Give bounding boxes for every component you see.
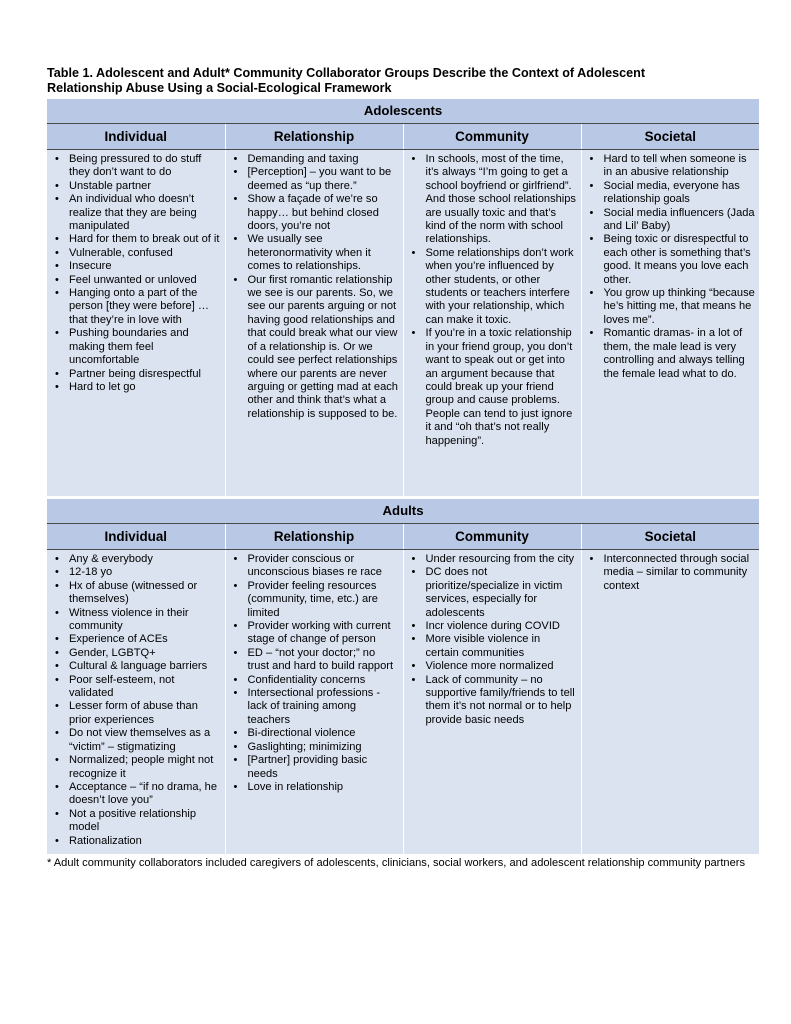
adolescents-societal-list bbox=[582, 153, 760, 381]
list-item: • Hard to tell when someone is in an abusive relationship bbox=[582, 153, 760, 180]
list-item: • Being toxic or disrespectful to each other is something that’s good. It means you love each other. bbox=[582, 233, 760, 287]
list-item: • Gender, LGBTQ+ bbox=[47, 647, 225, 660]
list-item: • Partner being disrespectful bbox=[47, 368, 225, 381]
adolescents-individual-list bbox=[47, 153, 225, 394]
adolescents-relationship-list bbox=[226, 153, 403, 421]
list-item: • DC does not prioritize/specialize in victim services, especially for adolescents bbox=[404, 566, 581, 620]
table-title bbox=[47, 66, 767, 96]
adolescents-community-list bbox=[404, 153, 581, 448]
adults-relationship-cell bbox=[225, 550, 403, 854]
table-title-line-2: Relationship Abuse Using a Social-Ecological Framework bbox=[47, 81, 392, 95]
adolescents-societal-cell bbox=[581, 150, 759, 496]
list-item: • In schools, most of the time, it’s always “I’m going to get a school boyfriend or girlfriend”. And those school relationships are usually toxic and that’s kind of the norm with school relationships. bbox=[404, 153, 581, 247]
list-item: • Intersectional professions - lack of training among teachers bbox=[226, 687, 403, 727]
adolescents-header-individual: Individual bbox=[47, 124, 225, 150]
list-item: • 12-18 yo bbox=[47, 566, 225, 579]
list-item: • Not a positive relationship model bbox=[47, 808, 225, 835]
list-item: • Confidentiality concerns bbox=[226, 674, 403, 687]
list-item: • Any & everybody bbox=[47, 553, 225, 566]
list-item: • Incr violence during COVID bbox=[404, 620, 581, 633]
list-item: • Violence more normalized bbox=[404, 660, 581, 673]
adults-community-list bbox=[404, 553, 581, 727]
adults-individual-cell bbox=[47, 550, 225, 854]
list-item: • Insecure bbox=[47, 260, 225, 273]
list-item: • ED – “not your doctor;” no trust and hard to build rapport bbox=[226, 647, 403, 674]
adults-header-societal: Societal bbox=[581, 524, 759, 550]
list-item: • Rationalization bbox=[47, 835, 225, 848]
list-item: • Provider conscious or unconscious biases re race bbox=[226, 553, 403, 580]
adults-societal-list bbox=[582, 553, 760, 593]
list-item: • Being pressured to do stuff they don’t want to do bbox=[47, 153, 225, 180]
list-item: • Pushing boundaries and making them feel uncomfortable bbox=[47, 327, 225, 367]
adults-community-cell bbox=[403, 550, 581, 854]
list-item: • Hanging onto a part of the person [they were before] … that they’re in love with bbox=[47, 287, 225, 327]
list-item: • Hard for them to break out of it bbox=[47, 233, 225, 246]
list-item: • Do not view themselves as a “victim” – stigmatizing bbox=[47, 727, 225, 754]
list-item: • Normalized; people might not recognize it bbox=[47, 754, 225, 781]
list-item: • Some relationships don’t work when you’re influenced by other students, or other students or teachers interfere with your relationship, which can make it toxic. bbox=[404, 247, 581, 327]
adults-header-individual: Individual bbox=[47, 524, 225, 550]
list-item: • Romantic dramas- in a lot of them, the male lead is very controlling and always telling the female lead what to do. bbox=[582, 327, 760, 381]
list-item: • Gaslighting; minimizing bbox=[226, 741, 403, 754]
adults-table bbox=[47, 499, 759, 854]
adults-header-community: Community bbox=[403, 524, 581, 550]
list-item: • You grow up thinking “because he’s hitting me, that means he loves me”. bbox=[582, 287, 760, 327]
list-item: • [Perception] – you want to be deemed as “up there.” bbox=[226, 166, 403, 193]
list-item: • Demanding and taxing bbox=[226, 153, 403, 166]
list-item: • Love in relationship bbox=[226, 781, 403, 794]
adults-header-relationship: Relationship bbox=[225, 524, 403, 550]
list-item: • Provider feeling resources (community, time, etc.) are limited bbox=[226, 580, 403, 620]
list-item: • Social media, everyone has relationship goals bbox=[582, 180, 760, 207]
list-item: • Lesser form of abuse than prior experiences bbox=[47, 700, 225, 727]
adults-section-header: Adults bbox=[47, 499, 759, 524]
list-item: • Our first romantic relationship we see is our parents. So, we see our parents arguing or not having good relationships and that could break what our view of a relationship is. Or we could see perfect relationships where our parents are never arguing or getting mad at each other and think that’s what a relationship is supposed to be. bbox=[226, 274, 403, 421]
list-item: • [Partner] providing basic needs bbox=[226, 754, 403, 781]
list-item: • Lack of community – no supportive family/friends to tell them it’s not normal or to help provide basic needs bbox=[404, 674, 581, 728]
list-item: • Bi-directional violence bbox=[226, 727, 403, 740]
list-item: • Under resourcing from the city bbox=[404, 553, 581, 566]
list-item: • Provider working with current stage of change of person bbox=[226, 620, 403, 647]
list-item: • Feel unwanted or unloved bbox=[47, 274, 225, 287]
list-item: • Witness violence in their community bbox=[47, 607, 225, 634]
list-item: • Social media influencers (Jada and Lil’ Baby) bbox=[582, 207, 760, 234]
adolescents-header-community: Community bbox=[403, 124, 581, 150]
adolescents-individual-cell bbox=[47, 150, 225, 496]
list-item: • An individual who doesn’t realize that they are being manipulated bbox=[47, 193, 225, 233]
list-item: • Show a façade of we’re so happy… but behind closed doors, you’re not bbox=[226, 193, 403, 233]
adolescents-header-societal: Societal bbox=[581, 124, 759, 150]
list-item: • Poor self-esteem, not validated bbox=[47, 674, 225, 701]
list-item: • Hx of abuse (witnessed or themselves) bbox=[47, 580, 225, 607]
list-item: • If you’re in a toxic relationship in your friend group, you don’t want to speak out or get into an argument because that could break up your friend group and cause problems. People can tend to just ignore it and “oh that’s not really happening”. bbox=[404, 327, 581, 448]
list-item: • Experience of ACEs bbox=[47, 633, 225, 646]
adolescents-header-relationship: Relationship bbox=[225, 124, 403, 150]
adults-relationship-list bbox=[226, 553, 403, 794]
list-item: • Acceptance – “if no drama, he doesn’t love you” bbox=[47, 781, 225, 808]
list-item: • Cultural & language barriers bbox=[47, 660, 225, 673]
adolescents-community-cell bbox=[403, 150, 581, 496]
list-item: • Interconnected through social media – similar to community context bbox=[582, 553, 760, 593]
adolescents-table bbox=[47, 99, 759, 496]
adolescents-relationship-cell bbox=[225, 150, 403, 496]
list-item: • More visible violence in certain communities bbox=[404, 633, 581, 660]
adults-societal-cell bbox=[581, 550, 759, 854]
footnote: * Adult community collaborators included caregivers of adolescents, clinicians, social workers, and adolescent relationship community partners bbox=[47, 857, 746, 869]
adults-individual-list bbox=[47, 553, 225, 848]
list-item: • Unstable partner bbox=[47, 180, 225, 193]
adolescents-section-header: Adolescents bbox=[47, 99, 759, 124]
list-item: • We usually see heteronormativity when it comes to relationships. bbox=[226, 233, 403, 273]
list-item: • Hard to let go bbox=[47, 381, 225, 394]
list-item: • Vulnerable, confused bbox=[47, 247, 225, 260]
table-title-line-1: Table 1. Adolescent and Adult* Community Collaborator Groups Describe the Context of Adolescent bbox=[47, 66, 646, 80]
